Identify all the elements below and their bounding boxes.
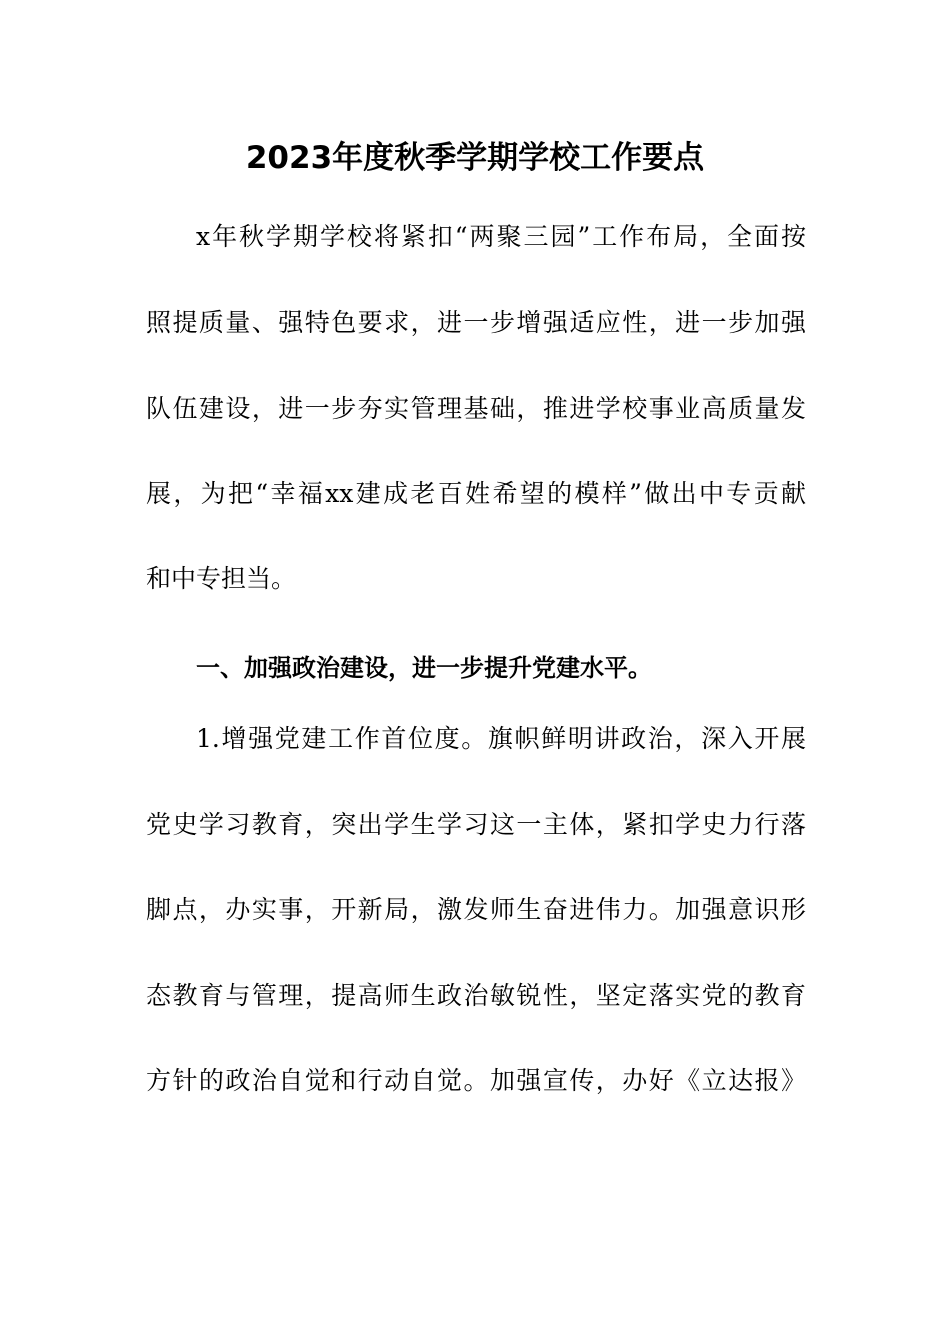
item1-line-1: 1.增强党建工作首位度。旗帜鲜明讲政治，深入开展 xyxy=(196,724,806,753)
item1-line-5: 方针的政治自觉和行动自觉。加强宣传，办好《立达报》 xyxy=(146,1066,806,1095)
item1-line-3: 脚点，办实事，开新局，激发师生奋进伟力。加强意识形 xyxy=(146,895,806,924)
intro-line-1: x年秋学期学校将紧扣“两聚三园”工作布局，全面按 xyxy=(196,222,806,251)
intro-line-3: 队伍建设，进一步夯实管理基础，推进学校事业高质量发 xyxy=(146,394,806,423)
item1-line-4: 态教育与管理，提高师生政治敏锐性，坚定落实党的教育 xyxy=(146,981,806,1010)
intro-line-4: 展，为把“幸福xx建成老百姓希望的模样”做出中专贡献 xyxy=(146,479,806,508)
item1-line-2: 党史学习教育，突出学生学习这一主体，紧扣学史力行落 xyxy=(146,810,806,839)
document-title: 2023年度秋季学期学校工作要点 xyxy=(245,140,705,176)
intro-line-5: 和中专担当。 xyxy=(146,564,297,593)
intro-line-2: 照提质量、强特色要求，进一步增强适应性，进一步加强 xyxy=(146,308,806,337)
section-heading-1: 一、加强政治建设，进一步提升党建水平。 xyxy=(196,654,652,682)
